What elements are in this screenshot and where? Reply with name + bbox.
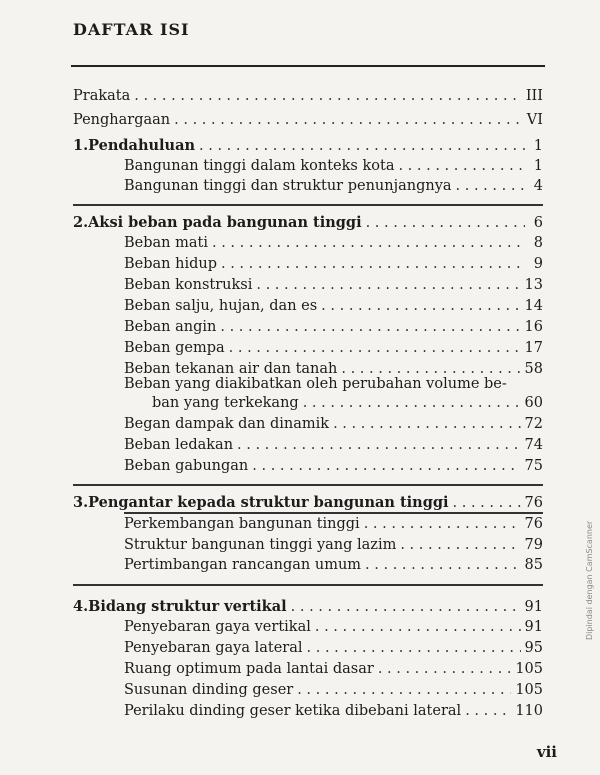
page-title: DAFTAR ISI: [73, 20, 190, 39]
toc-entry-prakata[interactable]: [73, 88, 543, 105]
toc-chapter-2[interactable]: [73, 214, 543, 232]
entry-page: 105: [515, 682, 543, 698]
entry-page: 105: [515, 661, 543, 677]
entry-page: VI: [526, 112, 543, 128]
entry-page: III: [525, 88, 543, 104]
entry-page: 9: [533, 256, 543, 272]
entry-label: Beban ledakan: [124, 437, 234, 453]
entry-label: Beban gempa: [124, 340, 225, 356]
toc-entry[interactable]: [124, 298, 543, 315]
toc-chapter-4[interactable]: [73, 598, 543, 616]
entry-label: Beban mati: [124, 235, 208, 251]
entry-page: 110: [515, 703, 543, 719]
chapter-number: 3.: [73, 494, 89, 511]
entry-page: 75: [524, 458, 543, 474]
toc-chapter-3[interactable]: [73, 494, 543, 512]
section-rule: [124, 512, 543, 514]
toc-entry[interactable]: [124, 158, 543, 175]
section-rule: [73, 204, 543, 206]
entry-page: 76: [524, 495, 543, 511]
section-rule: [73, 484, 543, 486]
entry-label: Perkembangan bangunan tinggi: [124, 516, 360, 532]
toc-entry[interactable]: [124, 178, 543, 195]
toc-entry[interactable]: [124, 703, 543, 720]
entry-page: 17: [524, 340, 543, 356]
entry-label: Beban tekanan air dan tanah: [124, 361, 338, 377]
entry-page: 1: [533, 158, 543, 174]
toc-entry[interactable]: [124, 516, 543, 533]
entry-label: Beban angin: [124, 319, 217, 335]
entry-page: 13: [524, 277, 543, 293]
entry-page: 76: [524, 516, 543, 532]
chapter-label: Bidang struktur vertikal: [88, 598, 287, 615]
toc-entry[interactable]: [124, 235, 543, 252]
chapter-number: 1.: [73, 137, 89, 154]
entry-page: 14: [524, 298, 543, 314]
entry-page: 1: [533, 138, 543, 154]
entry-label: Pertimbangan rancangan umum: [124, 557, 362, 573]
toc-entry[interactable]: [124, 682, 543, 699]
entry-page: 6: [533, 215, 543, 231]
toc-entry[interactable]: [124, 458, 543, 475]
entry-label: Began dampak dan dinamik: [124, 416, 330, 432]
entry-label: Penyebaran gaya lateral: [124, 640, 303, 656]
entry-page: 16: [524, 319, 543, 335]
entry-label: Beban hidup: [124, 256, 217, 272]
page-number: vii: [536, 743, 557, 761]
chapter-number: 4.: [73, 598, 89, 615]
scanner-watermark: Dipindai dengan CamScanner: [585, 520, 594, 640]
chapter-label: Pengantar kepada struktur bangunan tinggi: [88, 494, 449, 511]
entry-label: Penghargaan: [73, 112, 171, 128]
toc-entry[interactable]: [124, 619, 543, 636]
toc-entry[interactable]: [124, 319, 543, 336]
toc-entry[interactable]: [124, 416, 543, 433]
entry-page: 4: [533, 178, 543, 194]
entry-page: 74: [524, 437, 543, 453]
toc-entry[interactable]: [124, 340, 543, 357]
entry-page: 85: [524, 557, 543, 573]
entry-label: Susunan dinding geser: [124, 682, 294, 698]
toc-entry[interactable]: [124, 640, 543, 657]
toc-entry[interactable]: [124, 537, 543, 554]
entry-label: Bangunan tinggi dalam konteks kota: [124, 158, 395, 174]
entry-label: Ruang optimum pada lantai dasar: [124, 661, 374, 677]
toc-entry[interactable]: [152, 395, 543, 412]
entry-label: Penyebaran gaya vertikal: [124, 619, 311, 635]
title-rule: [71, 65, 545, 67]
toc-entry[interactable]: [124, 277, 543, 294]
toc-entry[interactable]: [124, 437, 543, 454]
toc-entry-label-line1[interactable]: Beban yang diakibatkan oleh perubahan volume be-: [124, 376, 507, 392]
chapter-label: Pendahuluan: [88, 137, 196, 154]
entry-page: 60: [524, 395, 543, 411]
entry-page: 72: [524, 416, 543, 432]
toc-entry[interactable]: [124, 256, 543, 273]
entry-label: Perilaku dinding geser ketika dibebani lateral: [124, 703, 462, 719]
entry-page: 58: [524, 361, 543, 377]
section-rule: [73, 584, 543, 586]
entry-label-continuation: ban yang terkekang: [152, 395, 299, 411]
chapter-number: 2.: [73, 214, 89, 231]
entry-label: Beban gabungan: [124, 458, 249, 474]
entry-label: Bangunan tinggi dan struktur penunjangnya: [124, 178, 452, 194]
toc-chapter-1[interactable]: [73, 137, 543, 155]
chapter-label: Aksi beban pada bangunan tinggi: [88, 214, 362, 231]
entry-page: 91: [524, 619, 543, 635]
toc-entry-penghargaan[interactable]: [73, 112, 543, 129]
entry-label: Struktur bangunan tinggi yang lazim: [124, 537, 397, 553]
entry-label: Beban konstruksi: [124, 277, 253, 293]
entry-label: Prakata: [73, 88, 131, 104]
toc-entry[interactable]: [124, 661, 543, 678]
entry-page: 79: [524, 537, 543, 553]
toc-entry[interactable]: [124, 557, 543, 574]
entry-page: 91: [524, 599, 543, 615]
entry-label: Beban salju, hujan, dan es: [124, 298, 318, 314]
entry-page: 95: [524, 640, 543, 656]
entry-page: 8: [533, 235, 543, 251]
